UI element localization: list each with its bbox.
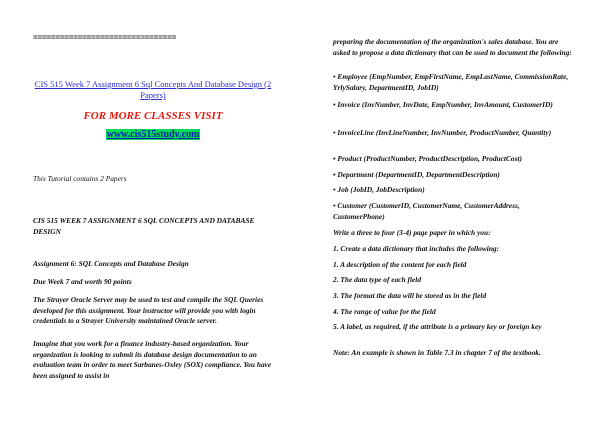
step-item: 5. A label, as required, if the attribute is a primary key or foreign key: [333, 322, 542, 331]
entity-item: • Job (JobID, JobDescription): [333, 185, 425, 194]
entity-item: • Customer (CustomerID, CustomerName, CustomerAddress, CustomerPhone): [333, 201, 520, 221]
step-item: 3. The format the data will be stored as in the field: [333, 291, 487, 300]
step-item: 2. The data type of each field: [333, 275, 422, 284]
imagine-paragraph: Imagine that you work for a finance industry-based organization. Your organization is looking to submit its database design documentation to an evaluation team in order to meet Sarbanes-Oxley (SOX) compliance. You have been assigned to assist in: [33, 339, 272, 380]
entity-item: • InvoiceLine (InvLineNumber, InvNumber, ProductNumber, Quantity): [333, 128, 552, 137]
course-title-link[interactable]: CIS 515 Week 7 Assignment 6 Sql Concepts And Database Design (2 Papers): [34, 79, 272, 100]
strayer-paragraph: The Strayer Oracle Server may be used to test and compile the SQL Queries developed for this assignment. Your instructor will provide you with login credentials to a Strayer University maintained Oracle server.: [33, 295, 264, 326]
visit-banner: FOR MORE CLASSES VISIT: [83, 110, 223, 122]
write-instruction: Write a three to four (3-4) page paper in which you:: [333, 228, 491, 237]
step-item: 4. The range of value for the field: [333, 307, 436, 316]
tutorial-note: This Tutorial contains 2 Papers: [33, 174, 127, 183]
entity-item: • Product (ProductNumber, ProductDescription, ProductCost): [333, 154, 523, 163]
site-link-wrapper: [33, 129, 273, 140]
site-link[interactable]: www.cis515study.com: [106, 129, 200, 140]
entity-item: • Invoice (InvNumber, InvDate, EmpNumber, InvAmount, CustomerID): [333, 100, 553, 109]
separator-line: ================================: [33, 33, 177, 42]
due-date: Due Week 7 and worth 90 points: [33, 277, 132, 286]
entity-item: • Department (DepartmentID, DepartmentDescription): [333, 170, 500, 179]
step-item: 1. Create a data dictionary that includes the following:: [333, 244, 500, 253]
note-paragraph: Note: An example is shown in Table 7.3 in chapter 7 of the textbook.: [333, 348, 541, 357]
assignment-heading: CIS 515 WEEK 7 ASSIGNMENT 6 SQL CONCEPTS AND DATABASE DESIGN: [33, 216, 255, 236]
entity-item: • Employee (EmpNumber, EmpFirstName, EmpLastName, CommissionRate, YrlySalary, DepartmentID, JobID): [333, 72, 569, 92]
step-item: 1. A description of the content for each field: [333, 260, 467, 269]
intro-paragraph: preparing the documentation of the organization's sales database. You are asked to propose a data dictionary that can be used to document the following:: [333, 37, 572, 57]
assignment-title: Assignment 6: SQL Concepts and Database Design: [33, 259, 189, 268]
